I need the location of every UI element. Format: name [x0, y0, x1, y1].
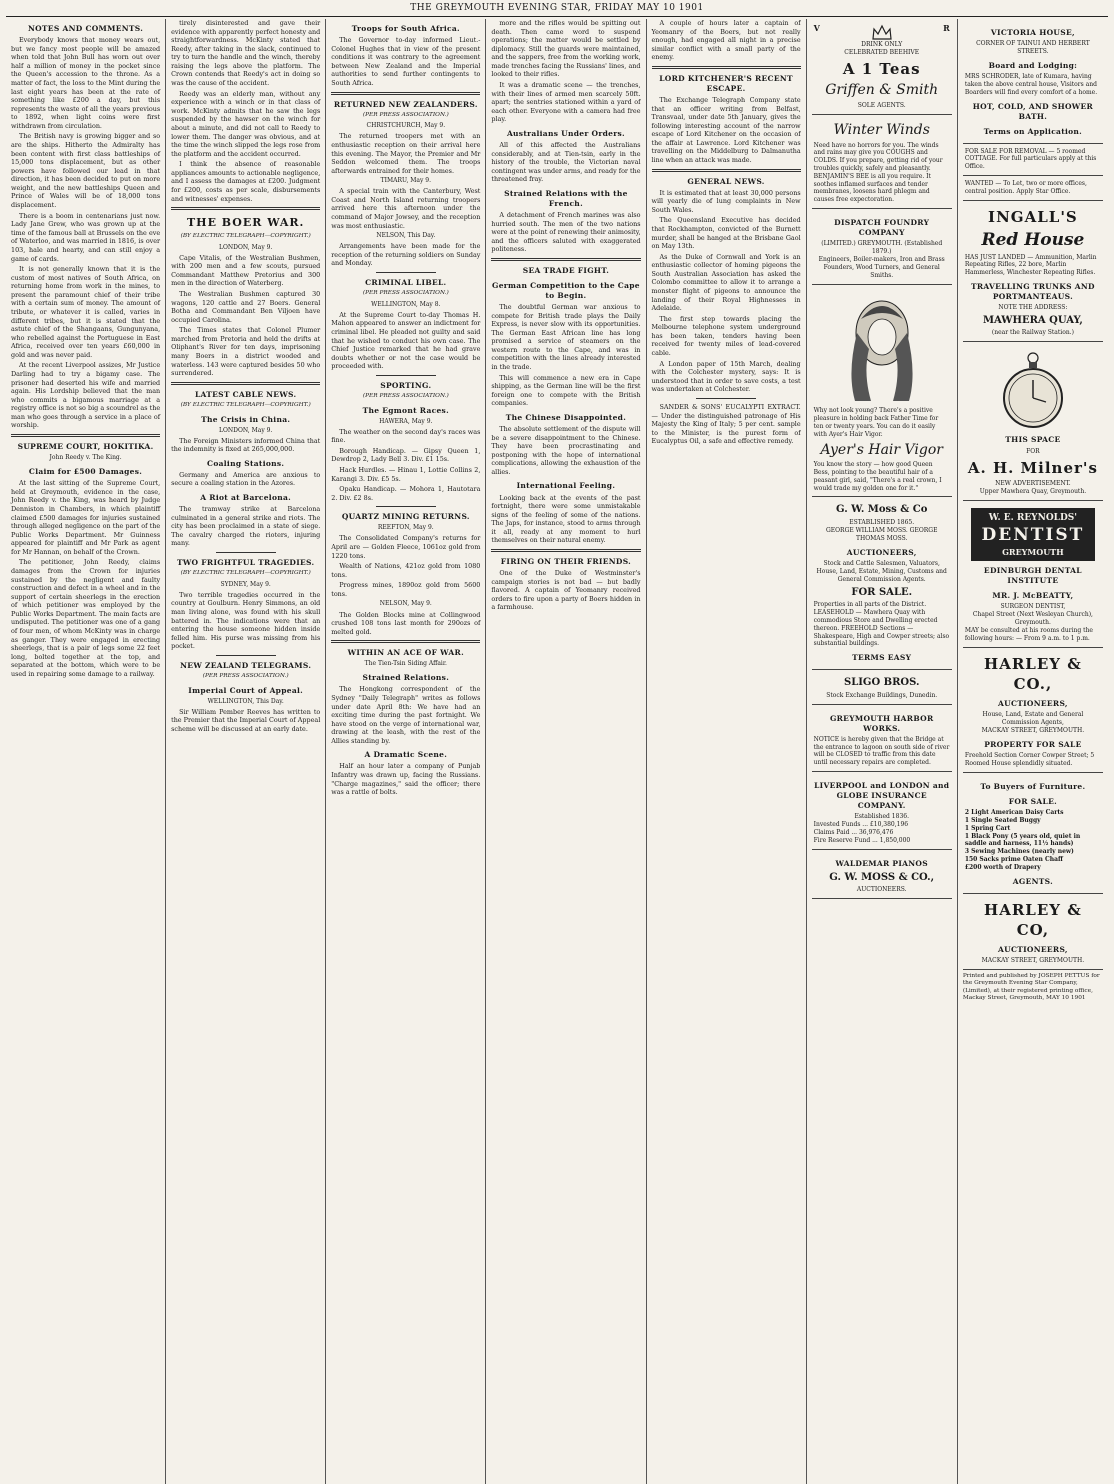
- redhouse-title: Red House: [981, 229, 1085, 250]
- column-2: [166, 19, 326, 1484]
- sea-trade-paragraph: The doubtful German war anxious to compete for British trade plays the Daily Express, is never slow with its opportunities. The German East African line has long promised a service of steamers on the western route to the Cape, and was in competition with the lines already interested in the trade.: [491, 303, 641, 372]
- sale-item: 1 Spring Cart: [964, 824, 1011, 832]
- harley-address: MACKAY STREET, GREYMOUTH.: [981, 727, 1085, 735]
- consult-text: MAY be consulted at his rooms during the following hours: — From 9 a.m. to 1 p.m.: [964, 627, 1093, 643]
- returned-paragraph: A special train with the Canterbury, West Coast and North Island returning troopers arrived here this afternoon under the command of Major Jowsey, and the reception was most enthusiastic.: [331, 187, 481, 230]
- notes-paragraph: There is a boom in centenarians just now. Lady Jane Grew, who was grown up at the time of the famous ball at Brussels on the eve of Waterloo, and was married in 1816, is over 103, hale and hearty, and can still enjoy a game of cards.: [11, 211, 161, 263]
- appeal-dateline: WELLINGTON, This Day.: [207, 697, 284, 705]
- troops-paragraph: The Governor to-day informed Lieut.-Colonel Hughes that in view of the present conditions it was contrary to the agreement between New Zealand and the Imperial authorities to send further contingents to South Africa.: [331, 36, 481, 87]
- court-paragraph: The petitioner, John Reedy, claims damages from the Crown for injuries sustained by the negligent and faulty construction and defect in a wheel and in the support of certain sheerlegs in the erection of which petitioner was employed by the Public Works Department. The main facts are undisputed. The petitioner was one of a gang of four men, of whom McKinty was in charge as ganger. They were engaged in erecting sheerlegs, that is a pair of legs some 22 feet long, bolted together at the top, and separated at the bottom, which were to be used in repairing some damage to a railway.: [11, 558, 161, 678]
- divider: [491, 258, 640, 261]
- boer-paragraph: The Times states that Colonel Plumer marched from Pretoria and held the drifts at Oliphant's River for ten days, imprisoning many Boers in a district wooded and waterless. 143 were captured besides 50 who surrendered.: [171, 326, 321, 378]
- returned-paragraph: Arrangements have been made for the reception of the returning soldiers on Sunday and Monday.: [331, 242, 481, 268]
- libel-subheading: (PER PRESS ASSOCIATION.): [362, 289, 449, 296]
- libel-paragraph: At the Supreme Court to-day Thomas H. Mahon appeared to answer an indictment for criminal libel. He pleaded not guilty and said that he wished to conduct his own case. The Chief Justice remarked that he had grave doubts whether or not the case would be proceeded with.: [331, 310, 481, 371]
- international-paragraph: Looking back at the events of the past fortnight, there were some unmistakable signs of the feeling of some of the nations. The Japs, for instance, stood to arms through it all, ready at any moment to hurl themselves on their natural enemy.: [491, 493, 641, 545]
- troops-heading: Troops for South Africa.: [351, 24, 460, 33]
- returned-dateline: TIMARU, May 9.: [380, 177, 432, 185]
- egmont-paragraph: Borough Handicap. — Gipsy Queen 1, Dewdrop 2, Lady Bell 3. Div. £1 15s.: [331, 446, 481, 464]
- ace-of-war-heading: WITHIN AN ACE OF WAR.: [347, 648, 464, 658]
- insurance-funds: Invested Funds ... £10,380,196: [813, 821, 909, 829]
- dramatic-heading: A Dramatic Scene.: [364, 750, 448, 760]
- coal-paragraph: Germany and America are anxious to secure a coaling station in the Azores.: [171, 470, 321, 488]
- egmont-dateline: HAWERA, May 9.: [379, 417, 433, 425]
- returned-dateline: NELSON, This Day.: [376, 232, 436, 240]
- sale-item: 3 Sewing Machines (nearly new): [964, 848, 1074, 856]
- moss-title: G. W. Moss & Co: [836, 504, 928, 516]
- returned-dateline: CHRISTCHURCH, May 9.: [366, 122, 446, 130]
- moss-established: ESTABLISHED 1865.: [849, 518, 915, 526]
- cottage-text: FOR SALE FOR REMOVAL — 5 roomed COTTAGE. For full particulars apply at this Office.: [964, 147, 1097, 171]
- boer-paragraph: Cape Vitalis, of the Westralian Bushmen, with 200 men and a few scouts, pursued Commandant Matthew Pretorius and 300 men in the direction of Waterberg.: [171, 253, 321, 288]
- nelson-dateline: NELSON, May 9.: [379, 600, 432, 608]
- monogram-v: V: [813, 23, 820, 33]
- dramatic-paragraph: Half an hour later a company of Punjab Infantry was drawn up, facing the Russians. "Charge magazines," said the officer; there was a rattle of bolts.: [331, 762, 481, 797]
- firing-heading: FIRING ON THEIR FRIENDS.: [500, 556, 632, 566]
- new-advertisement-label: NEW ADVERTISEMENT.: [995, 479, 1071, 487]
- terms-easy-label: TERMS EASY: [852, 653, 912, 663]
- sligo-ad: [812, 670, 952, 704]
- divider: [376, 375, 436, 376]
- divider: [11, 434, 160, 437]
- reynolds-title: W. E. REYNOLDS': [988, 512, 1078, 523]
- harley-text: House, Land, Estate and General Commission Agents,: [982, 711, 1084, 727]
- war-paragraph: more and the rifles would be spitting out death. Then came word to suspend operations; the matter would be settled by diplomacy. Still the guards were maintained, and the sappers, free from the working work, made trenches facing the Russians' lines, and looked to their rifles.: [491, 19, 641, 79]
- masthead: THE GREYMOUTH EVENING STAR, FRIDAY MAY 10 1901: [6, 0, 1108, 17]
- sligo-subtitle: Stock Exchange Buildings, Dunedin.: [826, 691, 938, 699]
- sale-item: 1 Black Pony (5 years old, quiet in saddle and harness, 11½ hands): [964, 832, 1081, 848]
- divider: [331, 92, 480, 95]
- dispatch-foundry-ad: [812, 209, 952, 285]
- egmont-paragraph: Hack Hurdles. — Hinau 1, Lottie Collins 2, Karangi 3. Div. £5 5s.: [331, 466, 481, 483]
- french-heading: Strained Relations with the French.: [504, 188, 628, 208]
- notes-paragraph: It is not generally known that it is the custom of most natives of South Africa, on returning home from work in the mines, to present the paramount chief of their tribe with a certain sum of money. The amount of tribute, or whatever it is called, varies in different tribes, but it is stated that the astute chief of the Shangaans, Gungunyana, who rebelled against the Portuguese in East Africa, received over ten years £60,000 in gold and was never paid.: [11, 265, 161, 359]
- dentist-box: [971, 508, 1095, 562]
- sale-item: £200 worth of Drapery: [964, 863, 1041, 871]
- ayers-hair-vigor-ad: [812, 285, 952, 497]
- reynolds-dentist-ad: [963, 501, 1103, 648]
- china-dateline: LONDON, May 9.: [219, 426, 273, 434]
- court-subheading: John Reedy v. The King.: [49, 454, 122, 462]
- boer-war-heading: THE BOER WAR.: [186, 216, 305, 230]
- chapel-street-label: Chapel Street (Next Wesleyan Church), Greymouth.: [972, 611, 1093, 627]
- column-7: [958, 19, 1108, 1484]
- egmont-paragraph: Opaku Handicap. — Mohora 1, Hautotara 2. Div. £2 8s.: [331, 485, 481, 502]
- ayers-text: You know the story — how good Queen Bess, pointing to the beautiful hair of a peasant girl, said, "There's a real crown, I would trade my golden one for it.": [813, 461, 942, 492]
- sea-trade-paragraph: This will commence a new era in Cape shipping, as the German line will be the first foreign one to compete with the British companies.: [491, 373, 641, 408]
- milner-title: A. H. Milner's: [967, 458, 1098, 477]
- court-paragraph: I think the absence of reasonable appliances amounts to actionable negligence, and I assess the damages at £200. Judgment for £200, costs as per scale, disbursements and witnesses' expenses.: [171, 160, 321, 203]
- coal-heading: Coaling Stations.: [207, 458, 285, 468]
- column-6: [807, 19, 958, 1484]
- victoria-house-ad: [963, 19, 1103, 144]
- general-news-heading: GENERAL NEWS.: [687, 176, 765, 186]
- divider: [216, 552, 276, 553]
- drink-label: DRINK ONLY: [861, 41, 903, 48]
- insurance-ad: [812, 772, 952, 850]
- china-heading: The Crisis in China.: [201, 414, 291, 424]
- notes-paragraph: At the recent Liverpool assizes, Mr Justice Darling had to try a bigamy case. The prisoner had deserted his wife and married again. His Lordship believed that the man who commits a bigamous marriage at a registry office is not so big a scoundrel as the man who goes through a service in a place of worship.: [11, 361, 161, 430]
- sporting-heading: SPORTING.: [380, 380, 432, 390]
- riot-heading: A Riot at Barcelona.: [200, 493, 292, 503]
- australians-paragraph: All of this affected the Australians considerably, and at Tien-tsin, early in the history of the trouble, the Victorian naval contingent was under arms, and ready for the threatened fray.: [491, 140, 641, 184]
- dentist-location: GREYMOUTH: [1002, 546, 1064, 557]
- address-label: NOTE THE ADDRESS:: [998, 304, 1068, 312]
- harley-bottom-title: HARLEY & CO,: [984, 900, 1082, 939]
- imprint: Printed and published by JOSEPH PETTUS for the Greymouth Evening Star Company, (Limited), at their registered printing office, Mackay Street, Greymouth, MAY 10 1901: [962, 972, 1100, 1002]
- divider: [171, 382, 320, 385]
- nz-telegrams-heading: NEW ZEALAND TELEGRAMS.: [180, 660, 312, 670]
- harbor-works-ad: [812, 705, 952, 772]
- for-label: FOR: [1026, 447, 1040, 455]
- notes-paragraph: Everybody knows that money wears out, but we fancy most people will be amazed when told that John Bull has worn out over half a million of money in the pocket since the Queen's accession to the throne. As a matter of fact, the loss to the Mint during the last eight years has been at the rate of something like £200 a day, but this represents the waste of all the years previous to 1892, when light coins were first withdrawn from circulation.: [11, 36, 161, 130]
- boer-paragraph: The Westralian Bushmen captured 30 wagons, 120 cattle and 27 Boers. General Botha and Commandant Ben Viljoen have occupied Carolina.: [171, 289, 321, 324]
- sole-agents-label: SOLE AGENTS.: [857, 101, 906, 109]
- harley-bottom-address: MACKAY STREET, GREYMOUTH.: [981, 956, 1085, 964]
- boer-dateline: LONDON, May 9.: [219, 243, 273, 251]
- bath-label: HOT, COLD, AND SHOWER BATH.: [972, 101, 1094, 121]
- strained-heading: Strained Relations.: [362, 673, 450, 683]
- libel-heading: CRIMINAL LIBEL.: [365, 277, 447, 287]
- sale-item: 150 Sacks prime Oaten Chaff: [964, 855, 1063, 863]
- monogram-r: R: [943, 23, 950, 33]
- sea-trade-heading: SEA TRADE FIGHT.: [522, 265, 610, 275]
- french-paragraph: A detachment of French marines was also hurried south. The men of the two nations were at the point of renewing their animosity, and the officers saluted with exaggerated politeness.: [491, 210, 641, 254]
- dentist-title: DENTIST: [981, 524, 1085, 545]
- appeal-heading: Imperial Court of Appeal.: [188, 685, 304, 695]
- crown-icon: [871, 23, 893, 41]
- divider: [491, 549, 640, 552]
- china-paragraph: The Foreign Ministers informed China that the indemnity is fixed at 265,000,000.: [171, 436, 321, 454]
- this-space-label: THIS SPACE: [1005, 435, 1061, 445]
- court-paragraph: tirely disinterested and gave their evidence with apparently perfect honesty and straightforwardness. McKinty stated that Reedy, after taking in the slack, continued to try to turn the handle and the winch, thereby raising the legs above the platform. The Crown contends that Reedy's act in doing so was the cause of the accident.: [171, 19, 321, 88]
- moss-role: AUCTIONEERS,: [846, 547, 917, 557]
- egmont-heading: The Egmont Races.: [362, 405, 449, 415]
- harley-ad: [963, 648, 1103, 773]
- cable-news-heading: LATEST CABLE NEWS.: [194, 389, 297, 399]
- milner-ad: [963, 342, 1103, 500]
- waldemar-ad: [812, 850, 952, 899]
- sale-item: 2 Light American Daisy Carts: [964, 809, 1064, 817]
- victoria-title: VICTORIA HOUSE,: [990, 28, 1075, 37]
- kitchener-paragraph: The Exchange Telegraph Company state that an officer writing from Belfast, Transvaal, under date 5th January, gives the following interesting account of the narrow escape of Lord Kitchener on the occasion of the affair at Lawrence. Lord Kitchener was travelling on the Middelburg to Dalmanutha line when an attack was made.: [651, 95, 801, 165]
- column-5: [647, 19, 807, 1484]
- dispatch-text: Engineers, Boiler-makers, Iron and Brass Founders, Wood Turners, and General Smiths.: [818, 256, 945, 280]
- divider: [652, 66, 801, 69]
- harley-bottom-subtitle: AUCTIONEERS,: [997, 944, 1068, 954]
- harbor-title: GREYMOUTH HARBOR WORKS.: [829, 713, 934, 733]
- terms-label: Terms on Application.: [983, 126, 1083, 136]
- sea-trade-subheading: German Competition to the Cape to Begin.: [492, 280, 640, 300]
- court-claim-heading: Claim for £500 Damages.: [28, 467, 143, 477]
- wanted-ad: [963, 176, 1103, 201]
- notes-paragraph: The British navy is growing bigger and so are the ships. Hitherto the Admiralty has been content with first class battleships of 15,000 tons displacement, but as other powers have followed our lead in that direction, it has been decided to put on more weight, and the new battleships Queen and Prince of Wales will be of 18,000 tons displacement.: [11, 132, 161, 210]
- woman-portrait-icon: [837, 293, 927, 403]
- nelson-paragraph: The Golden Blocks mine at Collingwood crushed 108 tons last month for 290ozs of melted gold.: [331, 610, 481, 636]
- quartz-paragraph: Progress mines, 1890oz gold from 5600 tons.: [331, 581, 481, 598]
- cottage-ad: [963, 144, 1103, 176]
- wanted-text: WANTED — To Let, two or more offices, central position. Apply Star Office.: [964, 180, 1087, 195]
- ingalls-title: INGALL'S: [988, 207, 1078, 226]
- redhouse-text: HAS JUST LANDED — Ammunition, Marlin Repeating Rifles, 22 bore, Marlin Hammerless, Winchester Repeating Rifles.: [964, 253, 1097, 277]
- divider: [652, 169, 801, 172]
- sporting-subheading: (PER PRESS ASSOCIATION.): [362, 392, 449, 399]
- sander-advert: SANDER & SONS' EUCALYPTI EXTRACT. — Under the distinguished patronage of His Majesty the King of Italy; 5 per cent. sample to the Minister, is the purest form of Eucalyptus Oil, a safe and effective remedy.: [651, 402, 801, 446]
- moss-bottom-title: G. W. MOSS & CO.,: [829, 871, 935, 883]
- tragedies-dateline: SYDNEY, May 9.: [220, 580, 271, 588]
- sale-item: 1 Single Seated Buggy: [964, 816, 1041, 824]
- column-1: [6, 19, 166, 1484]
- moss-text: Stock and Cattle Salesmen, Valuators, House, Land, Estate, Mining, Customs and General Commission Agents.: [816, 559, 947, 584]
- tragedies-paragraph: Two terrible tragedies occurred in the country at Goulburn. Henry Simmons, an old man living alone, was found with his skull battered in. The indications were that an entering the house someone hidden inside felled him. His purse was missing from his pocket.: [171, 590, 321, 651]
- for-sale-title: FOR SALE.: [1008, 797, 1058, 807]
- columns: [6, 19, 1108, 1484]
- quartz-dateline: REEFTON, May 9.: [377, 524, 434, 532]
- notes-heading: NOTES AND COMMENTS.: [27, 24, 144, 33]
- pocket-watch-icon: [998, 350, 1068, 430]
- griffen-smith-title: Griffen & Smith: [825, 82, 939, 99]
- winter-winds-title: Winter Winds: [833, 121, 930, 138]
- returned-subheading: (PER PRESS ASSOCIATION.): [362, 111, 449, 118]
- a1-teas-title: A 1 Teas: [842, 60, 921, 79]
- harley-bottom-ad: [963, 894, 1103, 970]
- nz-telegrams-subheading: (PER PRESS ASSOCIATION.): [202, 672, 289, 679]
- waldemar-title: WALDEMAR PIANOS: [835, 858, 928, 868]
- divider: [171, 207, 320, 210]
- for-sale-text: Properties in all parts of the District. LEASEHOLD — Mawhera Quay with commodious Store and Dwelling erected thereon. FREEHOLD Sections — Shakespeare, High and Cowper streets; also substantial buildings.: [813, 601, 950, 648]
- divider: [376, 506, 436, 507]
- insurance-claims: Claims Paid ... 36,976,476: [813, 828, 894, 836]
- moss-auctioneers-ad: [812, 497, 952, 670]
- column-3: [326, 19, 486, 1484]
- divider: [376, 272, 436, 273]
- dispatch-subtitle: (LIMITED.) GREYMOUTH. (Established 1879.): [821, 240, 943, 256]
- edinburgh-title: EDINBURGH DENTAL INSTITUTE: [983, 566, 1082, 586]
- vr-monogram: [814, 23, 950, 41]
- ingalls-ad: [963, 201, 1103, 343]
- court-paragraph: Reedy was an elderly man, without any experience with a winch or in that class of work. McKinty admits that he saw the legs suspended by the hawser on the winch for about a minute, and did not call to Reedy to lower them. The danger was obvious, and at the time the winch slipped the legs rose from the platform and the accident occurred.: [171, 89, 321, 158]
- war-paragraph: It was a dramatic scene — the trenches, with their lines of armed men scarcely 50ft. apart; the sentries stationed within a yard of each other. Everyone with a camera had free play.: [491, 81, 641, 124]
- news-paragraph: A couple of hours later a captain of Yeomanry of the Boers, but not really enough, had engaged all night in a precise similar conflict with a small party of the enemy.: [651, 19, 801, 62]
- furniture-ad: [963, 773, 1103, 894]
- board-title: Board and Lodging:: [988, 61, 1078, 71]
- general-news-paragraph: A London paper of 15th March, dealing with the Colchester mystery, says: It is understood that in order to save costs, a test was undertaken at Colchester.: [651, 359, 801, 394]
- ayers-caption: Why not look young? There's a positive pleasure in holding back Father Time for ten or twenty years. You can do it easily with Ayer's Hair Vigor.: [813, 407, 939, 438]
- winter-winds-ad: [812, 115, 952, 209]
- egmont-paragraph: The weather on the second day's races was fine.: [331, 427, 481, 445]
- cable-news-subheading: (BY ELECTRIC TELEGRAPH—COPYRIGHT.): [180, 401, 311, 408]
- for-sale-title: FOR SALE.: [851, 587, 913, 599]
- strained-paragraph: The Hongkong correspondent of the Sydney "Daily Telegraph" writes as follows under date April 8th: We have had an exciting time during the past fortnight. We have stood on the verge of international war, drawing at the leash, with the rest of the Allies standing by.: [331, 685, 481, 745]
- quartz-paragraph: The Consolidated Company's returns for April are — Golden Fleece, 1061oz gold from 1220 tons.: [331, 534, 481, 560]
- riot-paragraph: The tramway strike at Barcelona culminated in a general strike and riots. The city has been proclaimed in a state of siege. The cavalry charged the rioters, injuring many.: [171, 505, 321, 548]
- winter-winds-text: Need have no horrors for you. The winds and rains may give you COUGHS and COLDS. If you prepare, getting rid of your troubles quickly, safely and pleasantly. BENJAMIN'S BEE is all you require. It soothes inflamed surfaces and tender membranes, loosens hard phlegm and causes free expectoration.: [813, 141, 943, 204]
- australians-heading: Australians Under Orders.: [506, 128, 625, 138]
- harbor-text: NOTICE is hereby given that the Bridge at the entrance to lagoon on south side of river will be CLOSED to traffic from this date until necessary repairs are completed.: [813, 735, 950, 767]
- mcbeatty-name: MR. J. McBEATTY,: [992, 591, 1074, 601]
- insurance-reserve: Fire Reserve Fund ... 1,850,000: [813, 836, 911, 844]
- general-news-paragraph: It is estimated that at least 30,000 persons will yearly die of lung complaints in New South Wales.: [651, 188, 801, 214]
- general-news-paragraph: The first step towards placing the Melbourne telephone system underground has been taken, tenders having been received for twenty miles of lead-covered cable.: [651, 314, 801, 358]
- upper-quay-label: Upper Mawhera Quay, Greymouth.: [979, 487, 1087, 495]
- tragedies-heading: TWO FRIGHTFUL TRAGEDIES.: [176, 557, 315, 567]
- court-paragraph: At the last sitting of the Supreme Court, held at Greymouth, evidence in the case, John Reedy v. the King, was heard by Judge Denniston in Chambers, in which plaintiff claimed £500 damages for injuries sustained through alleged negligence on the part of the Public Works Department. Mr Guinness appeared for plaintiff and Mr Park as agent for Mr Hannan, on behalf of the Crown.: [11, 479, 161, 556]
- sligo-title: SLIGO BROS.: [843, 677, 920, 689]
- libel-dateline: WELLINGTON, May 8.: [371, 300, 441, 308]
- returned-paragraph: The returned troopers met with an enthusiastic reception on their arrival here this evening. The Mayor, the Premier and Mr Seddon welcomed them. The troops afterwards entrained for their homes.: [331, 132, 481, 175]
- quartz-paragraph: Wealth of Nations, 421oz gold from 1080 tons.: [331, 562, 481, 579]
- divider: [216, 655, 276, 656]
- divider: [696, 398, 756, 399]
- boer-war-subheading: (BY ELECTRIC TELEGRAPH—COPYRIGHT.): [180, 232, 311, 239]
- international-heading: International Feeling.: [516, 481, 616, 491]
- insurance-title: LIVERPOOL and LONDON and GLOBE INSURANCE COMPANY.: [814, 780, 950, 811]
- quay-title: MAWHERA QUAY,: [982, 315, 1083, 327]
- quartz-heading: QUARTZ MINING RETURNS.: [341, 512, 470, 522]
- surgeon-label: SURGEON DENTIST,: [1000, 603, 1066, 611]
- general-news-paragraph: As the Duke of Cornwall and York is an enthusiastic collector of homing pigeons the South Australian Association has asked the Colombo committee to allow it to arrange a monster flight of pigeons to announce the landing of their Royal Highnesses in Adelaide.: [651, 252, 801, 313]
- property-title: PROPERTY FOR SALE: [984, 740, 1082, 750]
- firing-paragraph: One of the Duke of Westminster's campaign stories is not bad — but badly flavored. A captain of Yeomanry received orders to fire upon a party of Boers hidden in a farmhouse.: [491, 569, 641, 612]
- trunks-label: TRAVELLING TRUNKS AND PORTMANTEAUS.: [971, 281, 1095, 301]
- property-text: Freehold Section Corner Cowper Street; 5 Roomed House splendidly situated.: [964, 752, 1095, 768]
- harley-title: HARLEY & CO.,: [984, 655, 1082, 694]
- victoria-subtitle: CORNER OF TAINUI AND HERBERT STREETS.: [976, 40, 1090, 56]
- chinese-paragraph: The absolute settlement of the dispute will be a severe disappointment to the Chinese. They have been procrastinating and postponing with the hope of international complications, allowing the exhaustion of the allies.: [491, 424, 641, 476]
- tragedies-subheading: (BY ELECTRIC TELEGRAPH—COPYRIGHT.): [180, 570, 311, 576]
- beehive-tea-ad: [812, 19, 952, 115]
- dispatch-title: DISPATCH FOUNDRY COMPANY: [834, 218, 930, 238]
- column-4: [486, 19, 646, 1484]
- buyers-title: To Buyers of Furniture.: [980, 782, 1086, 792]
- moss-bottom-subtitle: AUCTIONEERS.: [856, 885, 907, 893]
- insurance-established: Established 1836.: [854, 813, 909, 821]
- agents-label: AGENTS.: [1012, 876, 1054, 886]
- court-heading: SUPREME COURT, HOKITIKA.: [17, 442, 154, 452]
- ayers-brand: Ayer's Hair Vigor: [820, 441, 943, 458]
- moss-names: GEORGE WILLIAM MOSS. GEORGE THOMAS MOSS.: [825, 526, 938, 542]
- harley-subtitle: AUCTIONEERS,: [997, 699, 1068, 709]
- general-news-paragraph: The Queensland Executive has decided that Rockhampton, convicted of the Burnett murder, shall be hanged at the Brisbane Gaol on May 13th.: [651, 216, 801, 251]
- kitchener-heading: LORD KITCHENER'S RECENT ESCAPE.: [659, 73, 793, 93]
- chinese-heading: The Chinese Disappointed.: [505, 412, 627, 422]
- beehive-label: CELEBRATED BEEHIVE: [844, 49, 920, 57]
- board-text: MRS SCHRODER, late of Kumara, having taken the above central house, Visitors and Boarders will find every comfort of a home.: [964, 73, 1098, 96]
- returned-heading: RETURNED NEW ZEALANDERS.: [333, 99, 478, 109]
- appeal-paragraph: Sir William Pember Reeves has written to the Premier that the Imperial Court of Appeal scheme will be discussed at an early date.: [171, 707, 321, 733]
- divider: [331, 640, 480, 643]
- quay-subtitle: (near the Railway Station.): [991, 329, 1074, 337]
- ace-of-war-subheading: The Tien-Tsin Siding Affair.: [364, 660, 447, 668]
